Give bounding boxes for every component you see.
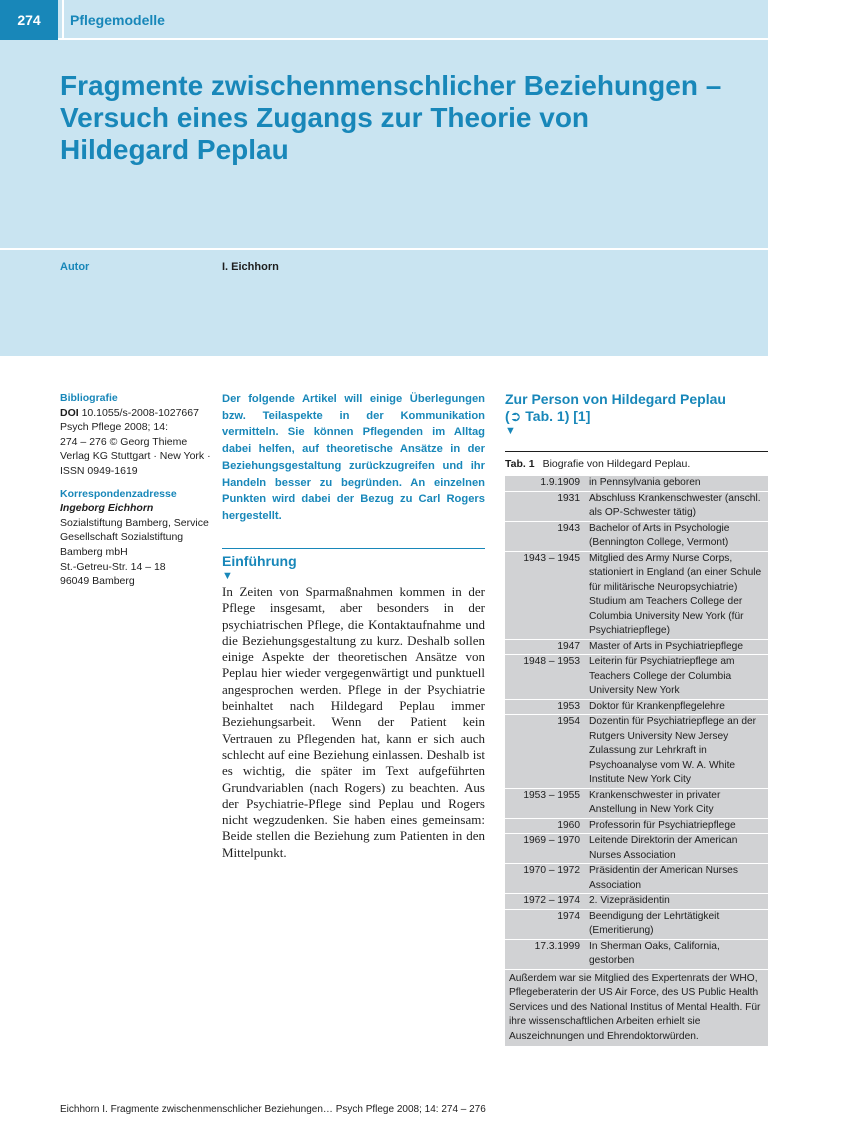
table-row [505, 700, 768, 716]
table-cell-year: 1931 [557, 492, 580, 504]
table-cell-year: 1953 [557, 700, 580, 712]
intro-divider [222, 548, 485, 549]
table-row [505, 864, 768, 894]
table-cell-event: Abschluss Krankenschwester (anschl. als OP-Schwester tätig) [589, 492, 761, 518]
table-cell-event: In Sherman Oaks, California, gestorben [589, 940, 720, 966]
table-row [505, 715, 768, 789]
table-row [505, 819, 768, 835]
sidebar-column [60, 391, 212, 589]
bibliografie-heading: Bibliografie [60, 392, 118, 404]
triangle-down-icon: ▼ [505, 425, 516, 437]
table-reference: (➲ Tab. 1) [1] [505, 408, 591, 424]
citation-line: 274 – 276 © Georg Thieme [60, 435, 188, 448]
table-caption [505, 458, 690, 470]
table-cell-year: 1969 – 1970 [523, 835, 580, 846]
table-cell-year: 1954 [557, 716, 580, 727]
table-top-rule [505, 451, 768, 452]
table-cell-year: 1953 – 1955 [523, 789, 580, 801]
intro-body: In Zeiten von Sparmaßnahmen kommen in der Pflege insgesamt, aber besonders in der psychiatrischen Pflege, die Kontaktaufnahme und die Beziehungsgestaltung zu kurz. Deshalb sollen einige Aspekte der theoretischen Ansätze von Peplau hier wieder vergegenwärtigt und punktuell angesprochen werden. Pflege in der Psychiatrie beinhaltet nach Hildegard Peplau immer Beziehungsarbeit. Wenn der Patient kein Vertrauen zu Pflegenden hat, kann er sich auch schlecht auf eine Beziehung einlassen. Deshalb ist es wichtig, die später im Text aufgeführten Grundvariablen (nach Rogers) zu beachten. Aus der Psychiatrie-Pflege sind Peplau und Rogers nicht wegzudenken. Sie haben eines gemeinsam: Beide stellen die Beziehung zum Patienten in den Mittelpunkt. [222, 584, 485, 860]
table-row [505, 940, 768, 970]
table-cell-year: 1947 [557, 640, 580, 652]
contact-line: 96049 Bamberg [60, 575, 135, 588]
doi-line [60, 406, 212, 421]
table-label: Tab. 1 [505, 458, 535, 470]
author-label: Autor [60, 261, 90, 273]
contact-line: Bamberg mbH [60, 545, 128, 558]
person-heading-line: Zur Person von Hildegard Peplau [505, 391, 726, 407]
table-cell-event: Leiterin für Psychiatriepflege am Teachers College der Columbia University New York [589, 656, 735, 696]
table-cell-event: Krankenschwester in privater Anstellung in New York City [589, 789, 721, 815]
author-name: I. Eichhorn [222, 261, 279, 273]
korrespondenz-heading: Korrespondenzadresse [60, 487, 177, 500]
title-line: Fragmente zwischenmenschlicher Beziehungen – [60, 70, 722, 101]
article-title [60, 70, 750, 166]
contact-line: Sozialstiftung Bamberg, Service [60, 516, 209, 529]
table-row [505, 522, 768, 552]
contact-line: Gesellschaft Sozialstiftung [60, 531, 184, 544]
table-cell-year: 1943 – 1945 [523, 552, 580, 564]
title-line: Versuch eines Zugangs zur Theorie von [60, 102, 590, 133]
table-caption-text: Biografie von Hildegard Peplau. [542, 458, 691, 470]
table-cell-event: Bachelor of Arts in Psychologie (Bennington College, Vermont) [589, 522, 730, 548]
contact-name: Ingeborg Eichhorn [60, 502, 154, 515]
title-line: Hildegard Peplau [60, 134, 289, 165]
table-row [505, 552, 768, 640]
contact-line: St.-Getreu-Str. 14 – 18 [60, 560, 166, 573]
intro-heading: Einführung [222, 553, 297, 569]
citation-line: Psych Pflege 2008; 14: [60, 421, 168, 434]
title-divider [0, 248, 768, 250]
table-cell-event: Mitglied des Army Nurse Corps, stationiert in England (an einer Schule für militärische Neuropsychiatrie) Studium am Teachers College der Columbia University New York (für Psychiatriepflege) [589, 552, 762, 636]
table-cell-year: 1970 – 1972 [523, 865, 580, 876]
issn-line: ISSN 0949-1619 [60, 464, 138, 477]
table-cell-event: Dozentin für Psychiatriepflege an der Rutgers University New Jersey Zulassung zur Lehrkraft in Psychoanalyse vom W. A. White Institute New York City [589, 716, 757, 785]
table-row [505, 492, 768, 522]
table-cell-event: Präsidentin der American Nurses Association [589, 865, 738, 891]
table-row [505, 655, 768, 700]
table-row [505, 834, 768, 864]
doi-label: DOI [60, 406, 79, 419]
table-row [505, 910, 768, 940]
table-row [505, 894, 768, 910]
header-band [0, 0, 768, 356]
table-cell-event: 2. Vizepräsidentin [589, 895, 670, 906]
table-cell-year: 1943 [557, 522, 580, 534]
table-cell-event: Beendigung der Lehrtätigkeit (Emeritierung) [589, 910, 720, 936]
table-row [505, 640, 768, 656]
table-cell-event: Doktor für Krankenpflegelehre [589, 700, 725, 712]
triangle-down-icon: ▼ [222, 570, 233, 582]
section-name: Pflegemodelle [62, 0, 262, 40]
doi-value: 10.1055/s-2008-1027667 [78, 406, 199, 419]
table-cell-year: 1974 [557, 910, 580, 922]
table-cell-year: 1972 – 1974 [523, 895, 580, 906]
table-cell-year: 1.9.1909 [540, 477, 580, 488]
biography-table [505, 476, 768, 1046]
page-number: 274 [0, 0, 58, 40]
table-cell-event: Professorin für Psychiatriepflege [589, 819, 736, 831]
person-heading [505, 391, 768, 425]
table-cell-year: 17.3.1999 [534, 940, 580, 952]
table-cell-year: 1948 – 1953 [523, 656, 580, 667]
running-head [0, 0, 768, 40]
citation-line: Verlag KG Stuttgart · New York · [60, 450, 211, 463]
table-cell-event: in Pennsylvania geboren [589, 477, 701, 488]
page-footer: Eichhorn I. Fragmente zwischenmenschlicher Beziehungen… Psych Pflege 2008; 14: 274 – 276 [60, 1104, 486, 1115]
table-cell-event: Leitende Direktorin der American Nurses Association [589, 835, 738, 861]
table-row [505, 789, 768, 819]
table-cell-year: 1960 [557, 819, 580, 831]
table-cell-event: Master of Arts in Psychiatriepflege [589, 640, 744, 652]
abstract: Der folgende Artikel will einige Überlegungen bzw. Teilaspekte in der Kommunikation vermitteln. Sie können Pflegenden im Alltag dabei helfen, auf theoretische Ansätze in der Beziehungsgestaltung zurückzugreifen und ihr Handeln besser zu begründen. An einzelnen Punkten wird dabei der Bezug zu Carl Rogers hergestellt. [222, 393, 485, 522]
table-row [505, 476, 768, 492]
table-note: Außerdem war sie Mitglied des Expertenrats der WHO, Pflegeberaterin der US Air Force, des US Public Health Services und des National Institus of Mental Health. Für ihre wissenschaftlichen Arbeiten erhielt sie Auszeichnungen und Ehrendoktorwürden. [509, 972, 761, 1042]
